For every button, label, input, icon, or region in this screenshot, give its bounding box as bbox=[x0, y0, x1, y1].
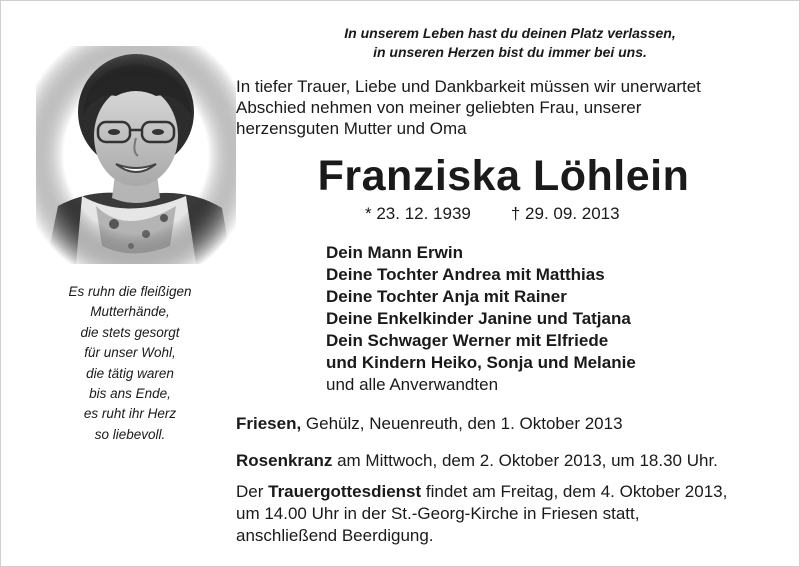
service-info bbox=[236, 481, 786, 547]
intro-line: herzensguten Mutter und Oma bbox=[236, 119, 467, 138]
service-line-3: anschließend Beerdigung. bbox=[236, 526, 434, 545]
birth-date: * 23. 12. 1939 bbox=[365, 204, 471, 223]
family-member: Deine Tochter Andrea mit Matthias bbox=[326, 265, 605, 284]
poem-line: so liebevoll. bbox=[94, 426, 166, 442]
place-rest: Gehülz, Neuenreuth, den 1. Oktober 2013 bbox=[301, 414, 623, 433]
portrait-photo bbox=[36, 46, 236, 264]
place-town: Friesen, bbox=[236, 414, 302, 433]
motto-line-1: In unserem Leben hast du deinen Platz verlassen, bbox=[344, 25, 676, 41]
poem-line: bis ans Ende, bbox=[89, 386, 171, 402]
family-member: Dein Mann Erwin bbox=[326, 243, 463, 262]
death-date: † 29. 09. 2013 bbox=[510, 204, 620, 223]
family-list bbox=[326, 242, 636, 396]
intro-line: Abschied nehmen von meiner geliebten Frau, unserer bbox=[236, 98, 642, 117]
intro-line: In tiefer Trauer, Liebe und Dankbarkeit müssen wir unerwartet bbox=[236, 77, 701, 96]
rosary-text: am Mittwoch, dem 2. Oktober 2013, um 18.30 Uhr. bbox=[332, 451, 718, 470]
poem bbox=[30, 282, 230, 445]
life-dates bbox=[365, 203, 620, 225]
poem-line: die stets gesorgt bbox=[80, 324, 180, 340]
service-label: Trauergottesdienst bbox=[268, 482, 422, 501]
portrait-photo-icon bbox=[36, 46, 236, 264]
service-text: findet am Freitag, dem 4. Oktober 2013, bbox=[421, 482, 728, 501]
family-member: und Kindern Heiko, Sonja und Melanie bbox=[326, 353, 636, 372]
rosary-label: Rosenkranz bbox=[236, 451, 333, 470]
family-member: Dein Schwager Werner mit Elfriede bbox=[326, 331, 609, 350]
family-closing: und alle Anverwandten bbox=[326, 375, 499, 394]
poem-line: für unser Wohl, bbox=[84, 345, 176, 361]
motto bbox=[300, 24, 720, 62]
service-prefix: Der bbox=[236, 482, 269, 501]
service-line-2: um 14.00 Uhr in der St.-Georg-Kirche in Friesen statt, bbox=[236, 504, 640, 523]
place-date-line bbox=[236, 413, 623, 435]
motto-line-2: in unseren Herzen bist du immer bei uns. bbox=[373, 44, 647, 60]
deceased-name: Franziska Löhlein bbox=[317, 152, 690, 200]
poem-line: es ruht ihr Herz bbox=[83, 406, 177, 422]
family-member: Deine Enkelkinder Janine und Tatjana bbox=[326, 309, 631, 328]
intro-text bbox=[236, 76, 786, 139]
poem-line: Es ruhn die fleißigen bbox=[68, 284, 192, 299]
rosary-line bbox=[236, 450, 718, 472]
service-line-1 bbox=[236, 481, 786, 503]
poem-line: Mutterhände, bbox=[90, 304, 170, 320]
poem-line: die tätig waren bbox=[86, 365, 174, 381]
family-member: Deine Tochter Anja mit Rainer bbox=[326, 287, 567, 306]
